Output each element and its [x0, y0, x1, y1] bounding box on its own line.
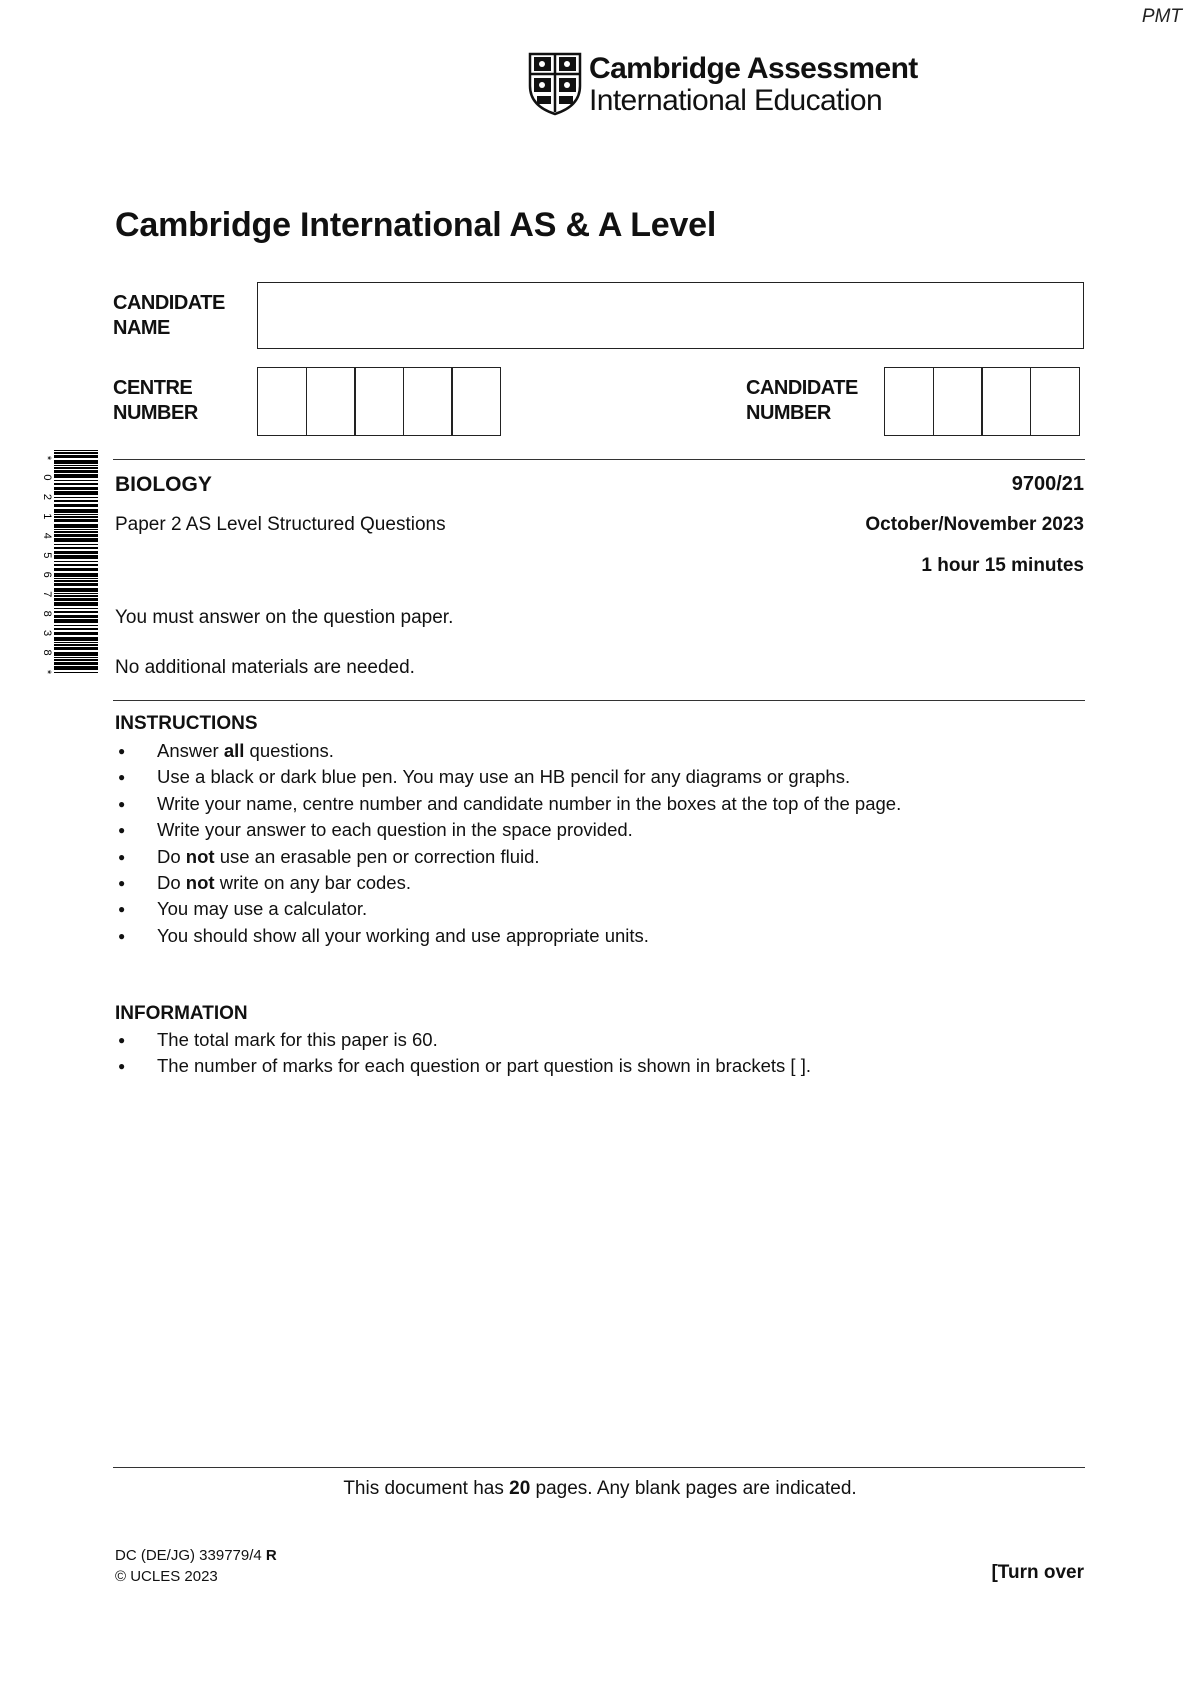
- barcode-bar: [54, 672, 98, 673]
- barcode-digit: *: [41, 669, 53, 675]
- copyright: © UCLES 2023: [115, 1568, 218, 1585]
- centre-number-field: [257, 367, 501, 436]
- barcode-bar: [54, 465, 98, 466]
- candidate-number-field: [884, 367, 1080, 436]
- centre-number-box-4[interactable]: [403, 367, 453, 436]
- instruction-item-5: ● Do not use an erasable pen or correction fluid.: [115, 844, 1095, 870]
- candidate-name-field[interactable]: [257, 282, 1084, 349]
- page-count-note: [0, 1478, 1200, 1500]
- barcode-digit: 6: [41, 571, 53, 578]
- barcode-bar: [54, 659, 98, 661]
- barcode-bar: [54, 529, 98, 530]
- centre-number-box-1[interactable]: [257, 367, 307, 436]
- barcode-digit: 7: [41, 591, 53, 598]
- barcode-digit: *: [41, 455, 53, 461]
- divider: [113, 1467, 1085, 1468]
- instruction-item-7: ● You may use a calculator.: [115, 896, 1095, 922]
- barcode-bar: [54, 593, 98, 594]
- barcode-bar: [54, 642, 98, 643]
- barcode-bar: [54, 474, 98, 478]
- instructions-heading: INSTRUCTIONS: [115, 713, 258, 734]
- candidate-number-box-3[interactable]: [981, 367, 1031, 436]
- barcode-digit: 2: [41, 493, 53, 500]
- divider: [113, 459, 1085, 460]
- instructions-list: [115, 738, 1095, 949]
- centre-number-box-3[interactable]: [354, 367, 404, 436]
- barcode-digit: 4: [41, 532, 53, 539]
- cambridge-crest-icon: [528, 52, 582, 116]
- barcode-bar: [54, 583, 98, 586]
- document-reference: [115, 1545, 277, 1587]
- reference-flag: R: [265, 1547, 277, 1564]
- barcode-bar: [54, 595, 98, 597]
- centre-number-box-5[interactable]: [451, 367, 501, 436]
- barcode-bar: [54, 652, 98, 656]
- barcode-bar: [54, 452, 98, 454]
- page-count: 20: [509, 1478, 531, 1499]
- barcode-bar: [54, 647, 98, 650]
- barcode-bar: [54, 611, 98, 613]
- barcode-bar: [54, 666, 98, 670]
- exam-session: October/November 2023: [865, 514, 1084, 535]
- barcode-bar: [54, 561, 98, 562]
- paper-code: 9700/21: [1011, 473, 1084, 495]
- instruction-item-3: ● Write your name, centre number and candidate number in the boxes at the top of the page.: [115, 791, 1095, 817]
- instruction-item-8: ● You should show all your working and use appropriate units.: [115, 923, 1095, 949]
- instruction-item-4: ● Write your answer to each question in the space provided.: [115, 817, 1095, 843]
- barcode-bar: [54, 467, 98, 469]
- logo-line-2: International Education: [589, 84, 883, 117]
- subject-title: BIOLOGY: [115, 473, 212, 496]
- cambridge-logo: [528, 52, 928, 118]
- barcode-bar: [54, 608, 98, 609]
- barcode-digit: 5: [41, 552, 53, 559]
- instruction-item-2: ● Use a black or dark blue pen. You may use an HB pencil for any diagrams or graphs.: [115, 764, 1095, 790]
- barcode-digit: 0: [41, 474, 53, 481]
- barcode-bar: [54, 632, 98, 635]
- candidate-number-box-4[interactable]: [1030, 367, 1080, 436]
- barcode-bar: [54, 551, 98, 554]
- centre-number-label: CENTRE NUMBER: [113, 377, 198, 424]
- barcode-bar: [54, 544, 98, 545]
- barcode-bar: [54, 504, 98, 507]
- reference-code: DC (DE/JG) 339779/4: [115, 1547, 266, 1564]
- barcode-bar: [54, 516, 98, 518]
- information-item-2: ● The number of marks for each question or part question is shown in brackets [ ].: [115, 1053, 1095, 1079]
- barcode: [36, 448, 100, 678]
- candidate-number-box-1[interactable]: [884, 367, 934, 436]
- turn-over: [Turn over: [991, 1562, 1084, 1583]
- candidate-name-label: CANDIDATE NAME: [113, 292, 225, 339]
- barcode-digit: 8: [41, 610, 53, 617]
- barcode-bar: [54, 519, 98, 522]
- barcode-bar: [54, 564, 98, 566]
- centre-number-box-2[interactable]: [306, 367, 356, 436]
- barcode-bar: [54, 531, 98, 533]
- logo-line-1: Cambridge Assessment: [589, 52, 918, 85]
- barcode-bar: [54, 625, 98, 626]
- barcode-bar: [54, 450, 98, 451]
- barcode-bar: [54, 470, 98, 473]
- barcode-bar: [54, 657, 98, 658]
- barcode-bar: [54, 602, 98, 606]
- instruction-item-1: ● Answer all questions.: [115, 738, 1095, 764]
- barcode-bar: [54, 480, 98, 481]
- exam-duration: 1 hour 15 minutes: [921, 555, 1084, 576]
- divider: [113, 700, 1085, 701]
- barcode-bar: [54, 644, 98, 646]
- barcode-bar: [54, 500, 98, 502]
- page-count-note-post: pages. Any blank pages are indicated.: [530, 1478, 857, 1499]
- barcode-bar: [54, 483, 98, 485]
- barcode-digit: 1: [41, 513, 53, 520]
- barcode-bar: [54, 598, 98, 601]
- barcode-bar: [54, 662, 98, 665]
- information-item-1: ● The total mark for this paper is 60.: [115, 1027, 1095, 1053]
- corner-mark: PMT: [1141, 6, 1182, 27]
- barcode-bar: [54, 534, 98, 537]
- barcode-bar: [54, 615, 98, 618]
- barcode-bar: [54, 547, 98, 549]
- barcode-bar: [54, 497, 98, 498]
- barcode-bar: [54, 524, 98, 528]
- information-list: [115, 1027, 1095, 1080]
- barcode-digit: 8: [41, 649, 53, 656]
- candidate-number-label: CANDIDATE NUMBER: [746, 377, 858, 424]
- barcode-bar: [54, 514, 98, 515]
- barcode-bar: [54, 588, 98, 592]
- barcode-bar: [54, 487, 98, 490]
- barcode-bar: [54, 568, 98, 571]
- barcode-bar: [54, 455, 98, 458]
- barcode-bar: [54, 578, 98, 579]
- barcode-bar: [54, 573, 98, 577]
- barcode-bar: [54, 637, 98, 641]
- answer-note: You must answer on the question paper.: [115, 607, 454, 628]
- candidate-number-box-2[interactable]: [933, 367, 983, 436]
- barcode-bar: [54, 555, 98, 559]
- barcode-bar: [54, 509, 98, 513]
- materials-note: No additional materials are needed.: [115, 657, 415, 678]
- barcode-bar: [54, 491, 98, 495]
- paper-title: Paper 2 AS Level Structured Questions: [115, 514, 446, 535]
- instruction-item-6: ● Do not write on any bar codes.: [115, 870, 1095, 896]
- barcode-bar: [54, 538, 98, 542]
- information-heading: INFORMATION: [115, 1003, 248, 1024]
- barcode-bar: [54, 619, 98, 623]
- qualification-title: Cambridge International AS & A Level: [115, 206, 717, 244]
- barcode-digit: 3: [41, 630, 53, 637]
- page-count-note-pre: This document has: [343, 1478, 510, 1499]
- barcode-bar: [54, 580, 98, 582]
- barcode-bar: [54, 460, 98, 464]
- barcode-bar: [54, 628, 98, 630]
